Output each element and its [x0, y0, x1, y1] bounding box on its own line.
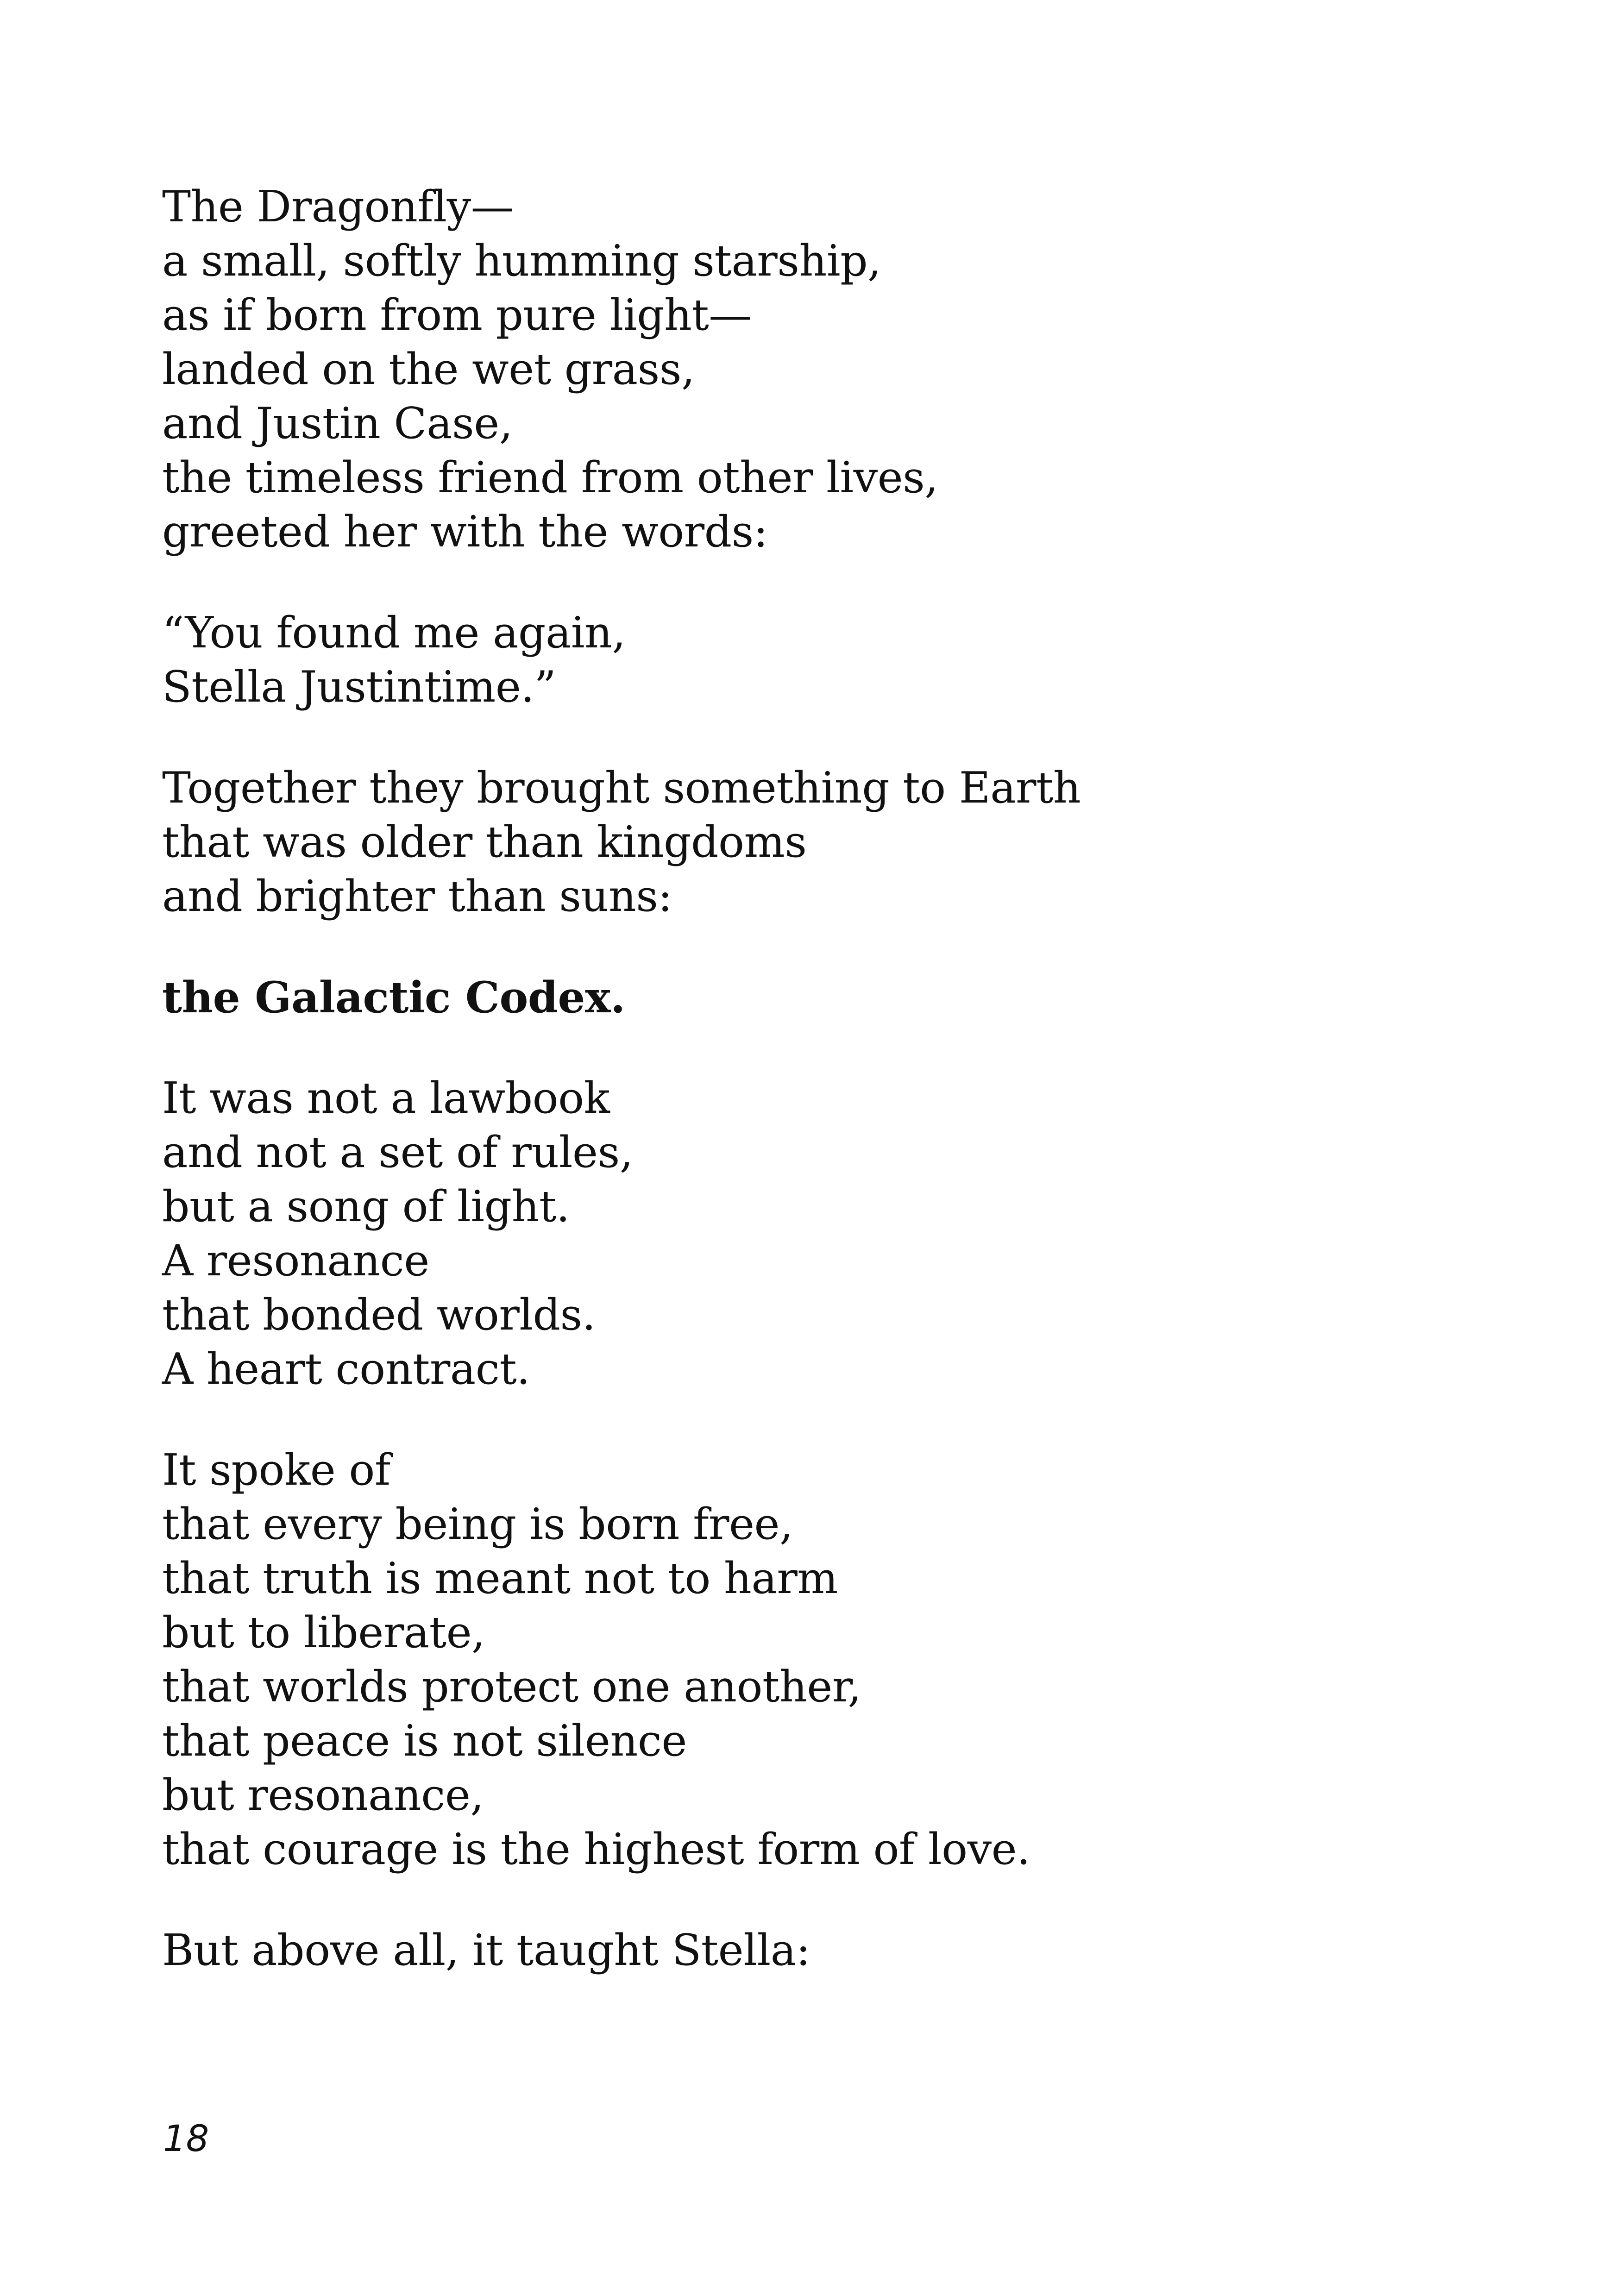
poem-line: as if born from pure light— [162, 290, 752, 340]
stanza-5 [162, 1071, 1505, 1396]
poem-line: that was older than kingdoms [162, 817, 807, 867]
poem-line: Together they brought something to Earth [162, 763, 1081, 813]
poem-line: that truth is meant not to harm [162, 1553, 838, 1603]
poem-line: but to liberate, [162, 1607, 485, 1657]
poem-line: the timeless friend from other lives, [162, 452, 938, 502]
stanza-2 [162, 606, 1505, 714]
poem-line: that bonded worlds. [162, 1290, 596, 1340]
stanza-3 [162, 761, 1505, 923]
poem-line: Stella Justintime.” [162, 662, 556, 712]
stanza-4 [162, 970, 1505, 1024]
poem-line: and not a set of rules, [162, 1127, 633, 1177]
poem-line: that worlds protect one another, [162, 1662, 861, 1712]
poem-line: a small, softly humming starship, [162, 236, 881, 286]
poem-line: A resonance [162, 1236, 429, 1286]
stanza-1 [162, 180, 1505, 559]
poem-line: But above all, it taught Stella: [162, 1925, 810, 1975]
poem-line: and Justin Case, [162, 398, 513, 448]
poem-line: landed on the wet grass, [162, 344, 695, 394]
page-number: 18 [163, 2118, 209, 2160]
codex-heading: the Galactic Codex. [162, 972, 625, 1023]
poem-line: It was not a lawbook [162, 1073, 610, 1123]
poem-line: A heart contract. [162, 1344, 530, 1394]
poem-line: The Dragonfly— [162, 182, 514, 232]
poem-line: greeted her with the words: [162, 507, 768, 557]
stanza-7 [162, 1923, 1505, 1977]
stanza-6 [162, 1443, 1505, 1876]
poem-line: that every being is born free, [162, 1499, 793, 1549]
poem-line: It spoke of [162, 1445, 390, 1495]
poem-line: and brighter than suns: [162, 871, 672, 921]
poem-line: that courage is the highest form of love. [162, 1824, 1030, 1874]
poem-line: “You found me again, [162, 608, 626, 658]
poem-line: that peace is not silence [162, 1716, 687, 1766]
poem-line: but a song of light. [162, 1181, 570, 1231]
poem-line: but resonance, [162, 1770, 484, 1820]
poem-text [162, 180, 1505, 2024]
